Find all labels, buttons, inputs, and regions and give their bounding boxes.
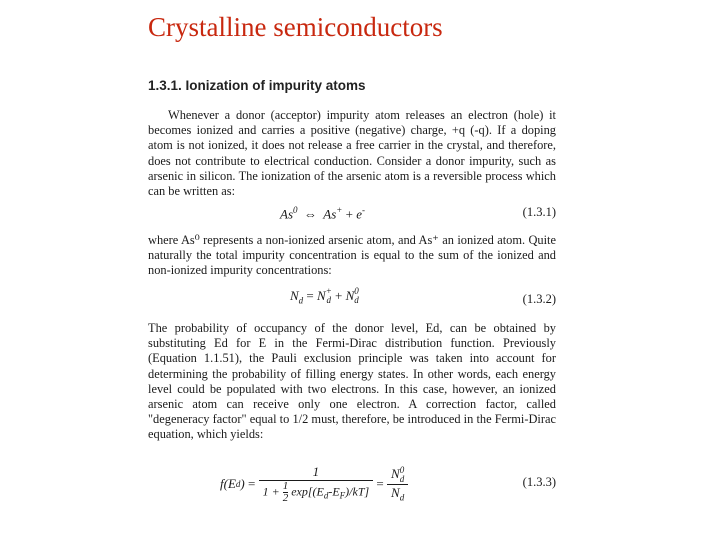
section-heading: 1.3.1. Ionization of impurity atoms <box>148 78 366 93</box>
fermi-dirac-fraction: 1 1 + $\frac{1}{2}$ $\exp[(E_d-E_F)/kT]$ <box>259 464 374 504</box>
equation-1-3-2: $N_d = N+$ d + N0 d (1.3.2) <box>290 286 556 306</box>
equation-1-3-1: As$^0$ ⇔ As+ + e- (1.3.1) <box>280 205 556 222</box>
paragraph-occupancy: The probability of occupancy of the donor level, Ed, can be obtained by substituting Ed for E in the Fermi-Dirac distribution function. Previously (Equation 1.1.51), the Pauli exclusion principle was taken into account for determining the probability of filling energy states. In other words, each energy level could be populated with two electrons. In this case, however, an ionized arsenic atom can receive only one electron. A correction factor, called "degeneracy factor" equal to 1/2 must, therefore, be introduced in the Fermi-Dirac equation, which yields: <box>148 321 556 442</box>
paragraph-ionization: Whenever a donor (acceptor) impurity atom releases an electron (hole) it becomes ionized and carries a positive (negative) charge, +q (-q). If a doping atom is not ionized, it does not release a free carrier in the crystal, and therefore, does not contribute to electrical conduction. Consider a donor impurity, such as arsenic in silicon. The ionization of the arsenic atom is a reversible process which can be written as: <box>148 108 556 199</box>
ratio-fraction: N0 d $N_d$ <box>387 466 408 503</box>
equation-number: (1.3.1) <box>522 205 556 219</box>
paragraph-concentration: where As⁰ represents a non-ionized arsenic atom, and As⁺ an ionized atom. Quite naturally the total impurity concentration is equal to the sum of the ionized and non-ionized impurity concentrations: <box>148 233 556 278</box>
equation-1-3-3: f(E d ) = 1 1 + $\frac{1}{2}$ $\exp[(E_d-E_F)/kT]$ = N0 d $N_d$ (1.3.3) <box>220 464 556 504</box>
equation-number: (1.3.2) <box>522 292 556 306</box>
slide-title: Crystalline semiconductors <box>148 12 443 42</box>
equation-number: (1.3.3) <box>522 475 556 489</box>
eq1-lhs: As <box>280 206 293 222</box>
equilibrium-arrow: ⇔ <box>304 206 317 222</box>
